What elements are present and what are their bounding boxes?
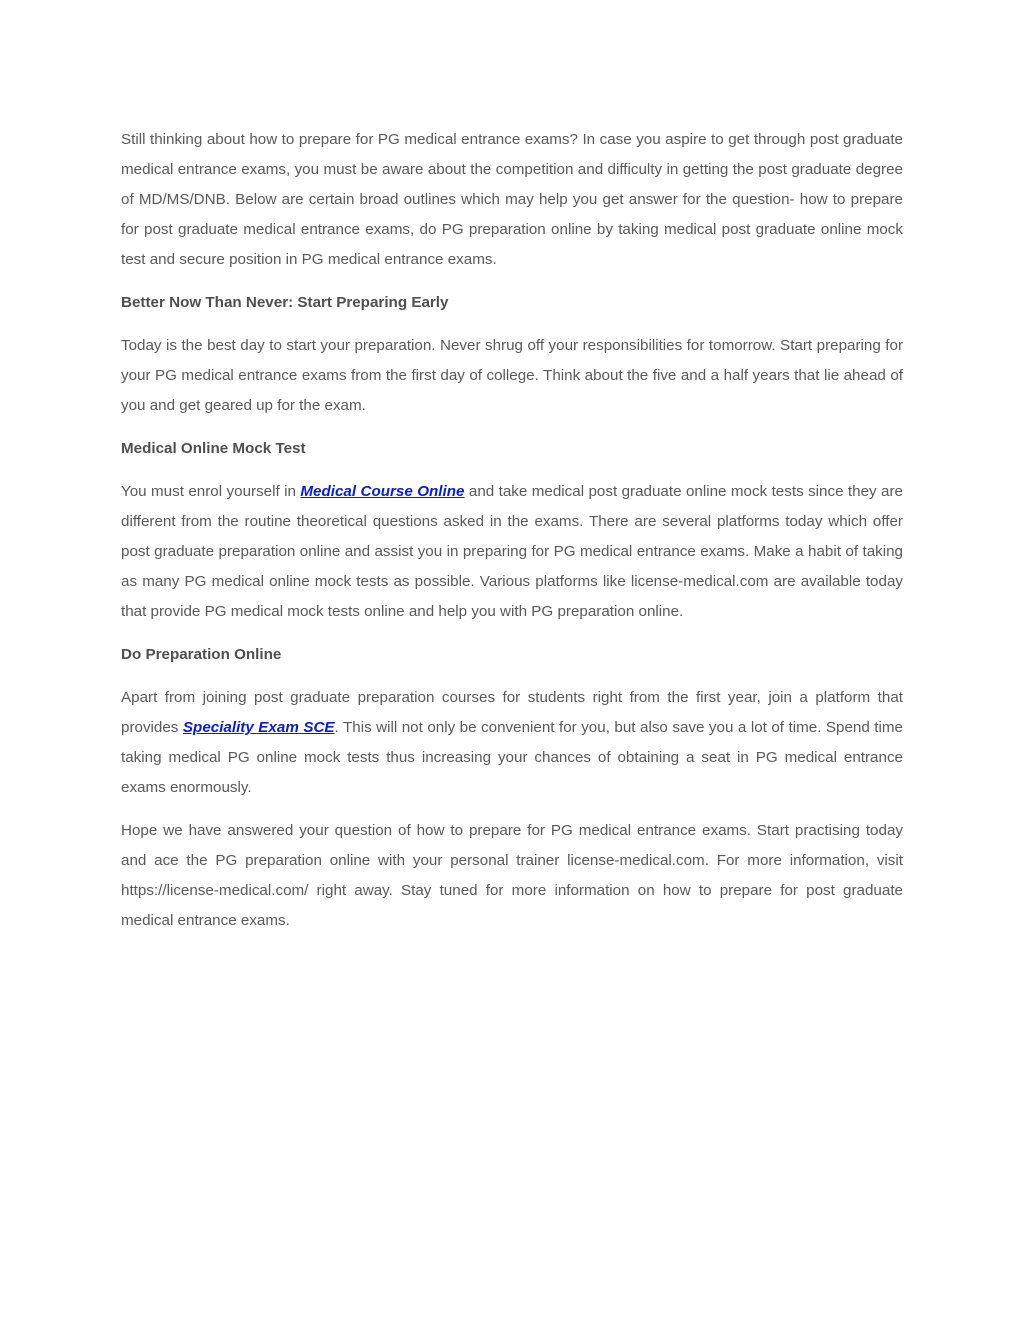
section-heading-mock-test: Medical Online Mock Test — [121, 440, 306, 457]
preparation-online-paragraph — [121, 683, 903, 803]
start-early-paragraph: Today is the best day to start your preparation. Never shrug off your responsibilities for tomorrow. Start preparing for your PG medical entrance exams from the first day of college. Think about the five and a half years that lie ahead of you and get geared up for the exam. — [121, 337, 903, 414]
mock-test-text-before: You must enrol yourself in — [121, 483, 301, 500]
preparation-text-before: Apart from joining post graduate preparation courses for students right from the first year, join a platform that provides — [121, 689, 903, 736]
intro-paragraph: Still thinking about how to prepare for PG medical entrance exams? In case you aspire to get through post graduate medical entrance exams, you must be aware about the competition and difficulty in getting the post graduate degree of MD/MS/DNB. Below are certain broad outlines which may help you get answer for the question- how to prepare for post graduate medical entrance exams, do PG preparation online by taking medical post graduate online mock test and secure position in PG medical entrance exams. — [121, 131, 903, 268]
speciality-exam-sce-link[interactable]: Speciality Exam SCE — [182, 719, 335, 736]
mock-test-paragraph — [121, 477, 903, 627]
section-heading-start-early: Better Now Than Never: Start Preparing Early — [121, 294, 449, 311]
mock-test-text-after: and take medical post graduate online mock tests since they are different from the routine theoretical questions asked in the exams. There are several platforms today which offer post graduate preparation online and assist you in preparing for PG medical entrance exams. Make a habit of taking as many PG medical online mock tests as possible. Various platforms like license-medical.com are available today that provide PG medical mock tests online and help you with PG preparation online. — [121, 483, 903, 620]
section-heading-preparation-online: Do Preparation Online — [121, 646, 282, 663]
preparation-text-after: . This will not only be convenient for you, but also save you a lot of time. Spend time taking medical PG online mock tests thus increasing your chances of obtaining a seat in PG medical entrance exams enormously. — [121, 719, 903, 796]
medical-course-online-link[interactable]: Medical Course Online — [300, 483, 465, 500]
document-body — [121, 125, 903, 949]
closing-paragraph: Hope we have answered your question of how to prepare for PG medical entrance exams. Start practising today and ace the PG preparation online with your personal trainer license-medical.com. For more information, visit https://license-medical.com/ right away. Stay tuned for more information on how to prepare for post graduate medical entrance exams. — [121, 822, 903, 929]
